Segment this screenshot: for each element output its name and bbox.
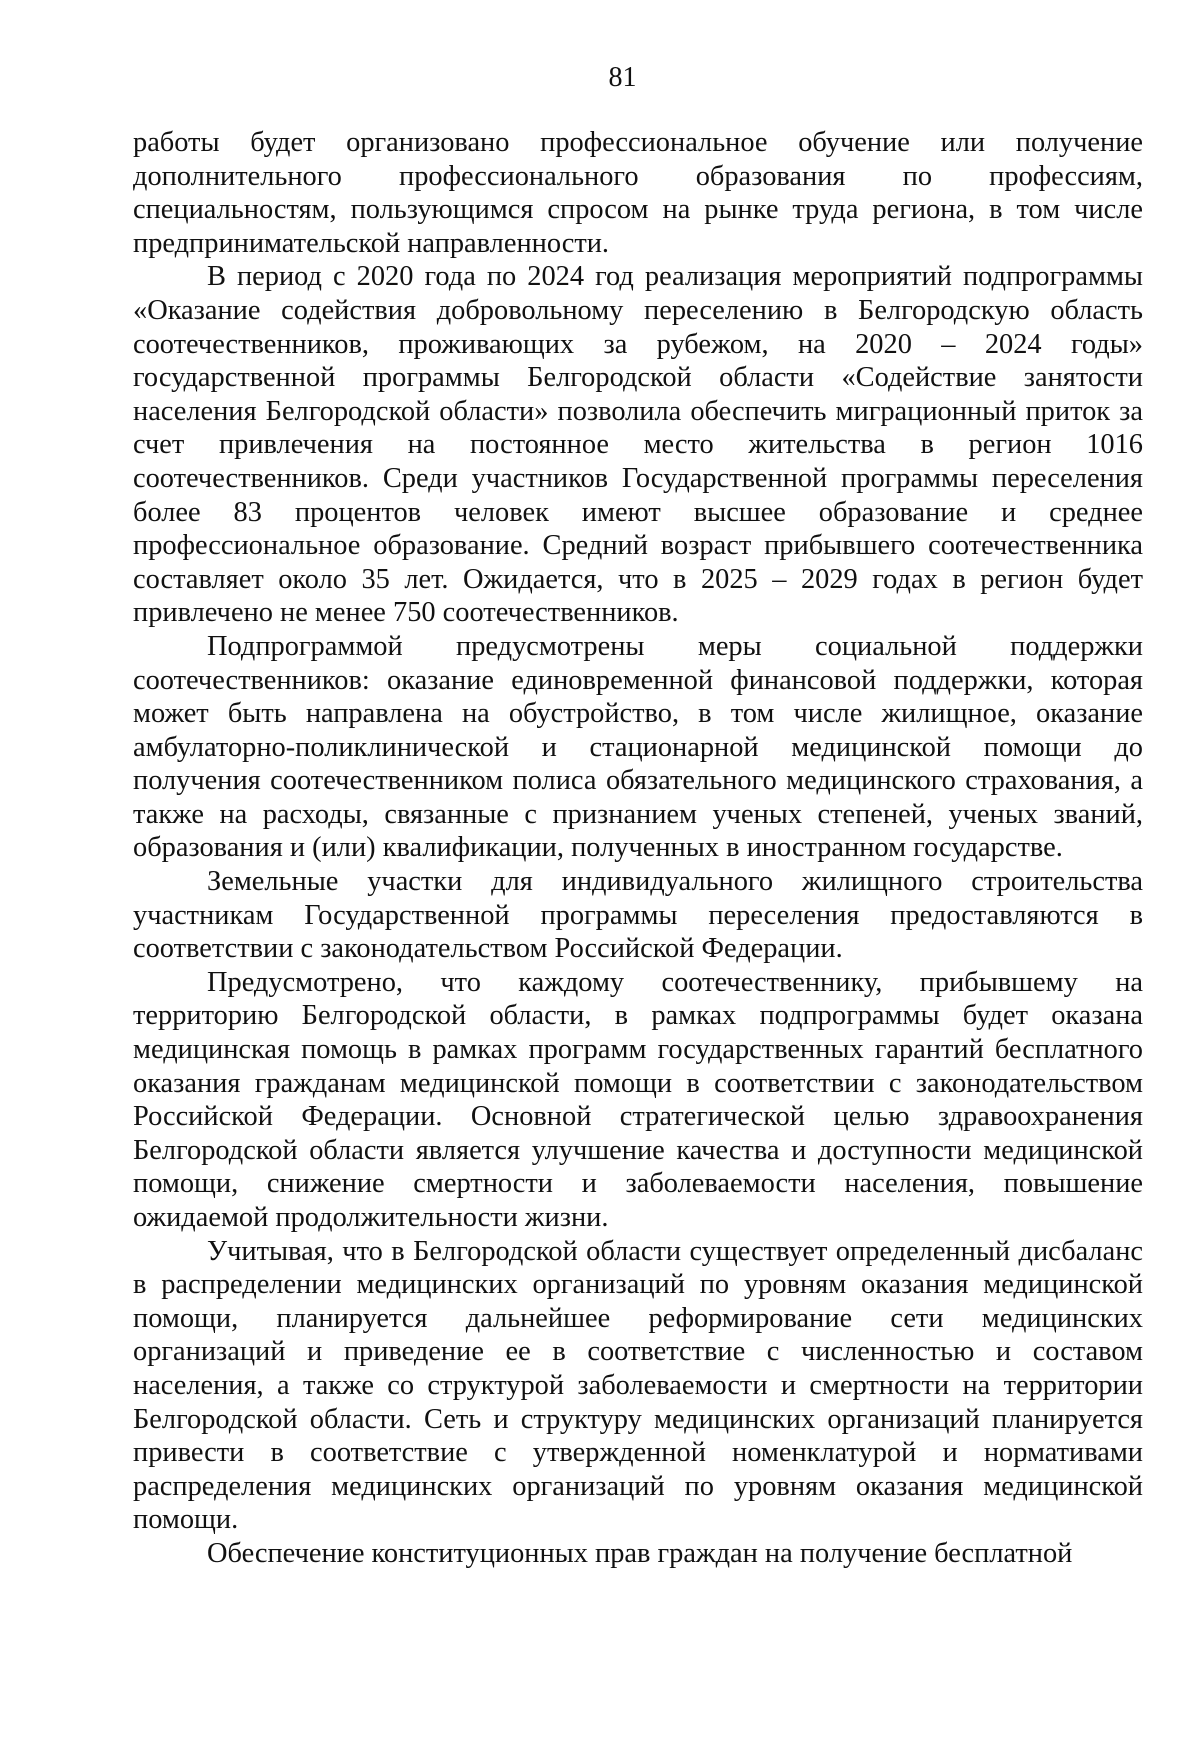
paragraph-resettlement-results: В период с 2020 года по 2024 год реализация мероприятий подпрограммы «Оказание содействия добровольному переселению в Белгородскую область соотечественников, проживающих за рубежом, на 2020 – 2024 годы» государственной программы Белгородской области «Содействие занятости населения Белгородской области» позволила обеспечить миграционный приток за счет привлечения на постоянное место жительства в регион 1016 соотечественников. Среди участников Государственной программы переселения более 83 процентов человек имеют высшее образование и среднее профессиональное образование. Средний возраст прибывшего соотечественника составляет около 35 лет. Ожидается, что в 2025 – 2029 годах в регион будет привлечено не менее 750 соотечественников. (133, 261, 1143, 629)
paragraph-social-support: Подпрограммой предусмотрены меры социальной поддержки соотечественников: оказание единовременной финансовой поддержки, которая может быть направлена на обустройство, в том числе жилищное, оказание амбулаторно-поликлинической и стационарной медицинской помощи до получения соотечественником полиса обязательного медицинского страхования, а также на расходы, связанные с признанием ученых степеней, ученых званий, образования и (или) квалификации, полученных в иностранном государстве. (133, 630, 1143, 864)
paragraph-continuation: работы будет организовано профессиональное обучение или получение дополнительного профессионального образования по профессиям, специальностям, пользующимся спросом на рынке труда региона, в том числе предпринимательской направленности. (133, 127, 1143, 259)
paragraph-constitutional-rights: Обеспечение конституционных прав граждан на получение бесплатной (207, 1537, 1073, 1569)
page-number: 81 (608, 62, 637, 93)
paragraph-medical-care: Предусмотрено, что каждому соотечественнику, прибывшему на территорию Белгородской области, в рамках подпрограммы будет оказана медицинская помощь в рамках программ государственных гарантий бесплатного оказания гражданам медицинской помощи в соответствии с законодательством Российской Федерации. Основной стратегической целью здравоохранения Белгородской области является улучшение качества и доступности медицинской помощи, снижение смертности и заболеваемости населения, повышение ожидаемой продолжительности жизни. (133, 966, 1143, 1233)
paragraph-land-plots: Земельные участки для индивидуального жилищного строительства участникам Государственной программы переселения предоставляются в соответствии с законодательством Российской Федерации. (133, 866, 1143, 965)
paragraph-healthcare-reform: Учитывая, что в Белгородской области существует определенный дисбаланс в распределении медицинских организаций по уровням оказания медицинской помощи, планируется дальнейшее реформирование сети медицинских организаций и приведение ее в соответствие с численностью и составом населения, а также со структурой заболеваемости и смертности на территории Белгородской области. Сеть и структуру медицинских организаций планируется привести в соответствие с утвержденной номенклатурой и нормативами распределения медицинских организаций по уровням оказания медицинской помощи. (133, 1235, 1143, 1536)
document-body (133, 126, 1143, 1571)
